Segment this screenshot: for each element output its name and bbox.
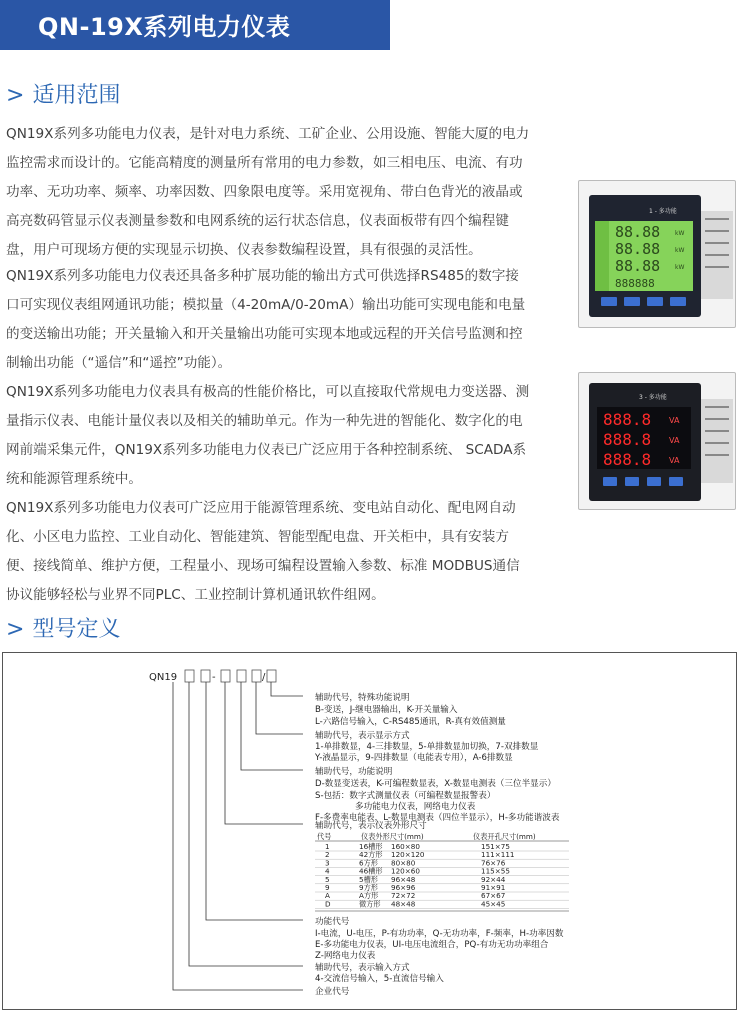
table-cell: 45×45 [481,899,506,909]
table-cell: 9 [325,883,330,892]
leader-line [241,682,303,770]
table-cell: 微方形 [359,899,381,909]
table-cell: 2 [325,850,330,860]
meter-key [669,477,683,486]
table-cell: 42方形 [359,850,383,860]
banner-title: QN-19X系列电力仪表 [38,13,291,41]
paragraph-overview [6,120,554,265]
meter-key [601,297,617,306]
table-cell: 120×60 [391,866,420,876]
model-definition-diagram [2,652,737,1010]
diagram-line: D-数显变送表，K-可编程数显表，X-数显电测表（三位半显示） [315,779,556,789]
led-unit: VA [669,416,680,425]
table-cell: A方形 [359,891,379,901]
paragraph-applications [6,494,554,610]
table-cell: 96×48 [391,874,416,884]
led-digit-row: 888.8 [603,450,652,469]
lcd-unit: kW [675,247,685,254]
table-header: 仪表外形尺寸(mm) [361,832,424,841]
diagram-line: Z-网络电力仪表 [315,951,376,961]
leader-line [256,682,303,734]
meter-key [624,297,640,306]
lcd-meter-image [578,180,736,328]
paragraph-line: QN19X系列多功能电力仪表可广泛应用于能源管理系统、变电站自动化、配电网自动 [6,500,516,516]
diagram-line: 辅助代号，功能说明 [315,767,393,777]
lcd-digit-row: 88.88 [615,257,661,275]
code-box [221,670,230,682]
chevron-right-icon: > [6,617,25,642]
leader-line [225,682,303,824]
code-box [185,670,194,682]
code-box [267,670,276,682]
diagram-line: 多功能电力仪表，网络电力仪表 [355,802,476,812]
diagram-line: 1-单排数显，4-三排数显，5-单排数显加切换，7-双排数显 [315,742,539,752]
paragraph-line: 便、接线简单、维护方便，工程量小、现场可编程设置输入参数、标准 MODBUS通信 [6,558,520,574]
code-dash: - [212,672,216,683]
diagram-line: 4-交流信号输入，5-直流信号输入 [315,974,444,984]
diagram-line: 辅助代号，表示仪表外形尺寸 [315,821,427,831]
paragraph-line: 的变送输出功能；开关量输入和开关量输出功能可实现本地或远程的开关信号监测和控 [6,326,523,342]
paragraph-line: 功率、无功功率、频率、功率因数、四象限电度等。采用宽视角、带白色背光的液晶或 [6,184,523,200]
table-cell: 5 [325,874,330,884]
lcd-unit: kW [675,230,685,237]
diagram-line: L-六路信号输入，C-RS485通讯，R-真有效值测量 [315,717,506,727]
lcd-unit: kW [675,264,685,271]
lcd-digit-row: 888888 [615,277,655,290]
chevron-right-icon: > [6,83,25,108]
paragraph-line: 盘，用户可现场方便的实现显示切换、仪表参数编程设置，具有很强的灵活性。 [6,242,482,258]
paragraph-line: QN19X系列多功能电力仪表具有极高的性能价格比，可以直接取代常规电力变送器、测 [6,384,530,400]
meter-key [647,297,663,306]
diagram-line: F-多费率电能表，L-数显电测表（四位半显示），H-多功能谐波表 [315,813,560,823]
section-title: 适用范围 [32,83,121,108]
paragraph-line: 统和能源管理系统中。 [6,471,142,487]
diagram-line: 功能代号 [315,917,350,927]
table-cell: 92×44 [481,874,506,884]
table-cell: 1 [325,842,330,851]
paragraph-line: 量指示仪表、电能计量仪表以及相关的辅助单元。作为一种先进的智能化、数字化的电 [6,413,523,429]
table-cell: 160×80 [391,842,420,851]
led-unit: VA [669,456,680,465]
table-cell: 72×72 [391,891,416,901]
size-table [315,832,569,911]
lcd-digit-row: 88.88 [615,223,661,241]
leader-line [271,682,303,696]
paragraph-line: 高亮数码管显示仪表测量参数和电网系统的运行状态信息，仪表面板带有四个编程键 [6,213,509,229]
leader-line [173,682,303,990]
paragraph-line: 监控需求而设计的。它能高精度的测量所有常用的电力参数，如三相电压、电流、有功 [6,155,523,171]
table-cell: 6方形 [359,858,378,868]
diagram-line: E-多功能电力仪表，UI-电压电流组合，PQ-有功无功功率组合 [315,940,549,950]
table-cell: 120×120 [391,850,425,860]
table-cell: D [325,899,331,909]
table-cell: 115×55 [481,866,510,876]
table-cell: 46槽形 [359,866,383,876]
paragraph-line: 协议能够轻松与业界不同PLC、工业控制计算机通讯软件组网。 [6,587,385,603]
table-cell: 3 [325,858,330,868]
led-unit: VA [669,436,680,445]
table-cell: 16槽形 [359,842,383,851]
diagram-line: 辅助代号，表示输入方式 [315,963,410,973]
paragraph-line: 口可实现仪表组网通讯功能；模拟量（4-20mA/0-20mA）输出功能可实现电能和电量 [6,297,526,313]
meter-key [603,477,617,486]
table-cell: 151×75 [481,842,510,851]
table-cell: 5槽形 [359,874,378,884]
paragraph-line: QN19X系列多功能电力仪表还具备多种扩展功能的输出方式可供选择RS485的数字接 [6,268,519,284]
table-header: 代号 [317,832,332,841]
table-cell: A [325,891,330,901]
paragraph-value [6,378,554,494]
table-cell: 4 [325,866,330,876]
section-heading-model [6,612,120,643]
table-cell: 111×111 [481,850,515,860]
paragraph-line: QN19X系列多功能电力仪表，是针对电力系统、工矿企业、公用设施、智能大厦的电力 [6,126,530,142]
paragraph-line: 制输出功能（“遥信”和“遥控”功能）。 [6,355,232,371]
table-cell: 9方形 [359,883,378,892]
code-box [237,670,246,682]
led-meter-image [578,372,736,510]
code-box [252,670,261,682]
diagram-line: S-包括：数字式测量仪表（可编程数显报警表） [315,791,496,801]
title-banner [0,0,390,50]
table-cell: 76×76 [481,858,506,868]
meter-key [670,297,686,306]
diagram-line: 辅助代号，表示显示方式 [315,731,410,741]
table-cell: 96×96 [391,883,416,892]
led-digit-row: 888.8 [603,430,652,449]
section-heading-scope [6,78,120,109]
paragraph-line: 化、小区电力监控、工业自动化、智能建筑、智能型配电盘、开关柜中，具有安装方 [6,529,509,545]
meter-key [625,477,639,486]
diagram-line: B-变送，J-继电器输出，K-开关量输入 [315,705,458,715]
model-diagram-canvas [3,653,736,1009]
led-header: 3 - 多功能 [639,394,667,401]
code-box [201,670,210,682]
table-cell: 48×48 [391,899,416,909]
diagram-line: 辅助代号，特殊功能说明 [315,693,410,703]
table-cell: 91×91 [481,883,506,892]
paragraph-line: 网前端采集元件，QN19X系列多功能电力仪表已广泛应用于各种控制系统、 SCADA系 [6,442,527,458]
diagram-line: Y-液晶显示，9-四排数显（电能表专用），A-6排数显 [315,753,513,763]
diagram-line: 企业代号 [315,987,350,997]
model-code: QN19 [149,672,178,683]
diagram-line: I-电流，U-电压，P-有功功率，Q-无功功率，F-频率，H-功率因数 [315,929,564,939]
section-title: 型号定义 [32,617,121,642]
lcd-digit-row: 88.88 [615,240,661,258]
table-cell: 80×80 [391,858,416,868]
meter-key [647,477,661,486]
paragraph-extensions [6,262,554,378]
leader-line [206,682,303,920]
table-cell: 67×67 [481,891,506,901]
lcd-header: 1 - 多功能 [649,208,677,215]
code-slash: / [262,672,266,683]
led-digit-row: 888.8 [603,410,652,429]
table-header: 仪表开孔尺寸(mm) [473,832,536,841]
